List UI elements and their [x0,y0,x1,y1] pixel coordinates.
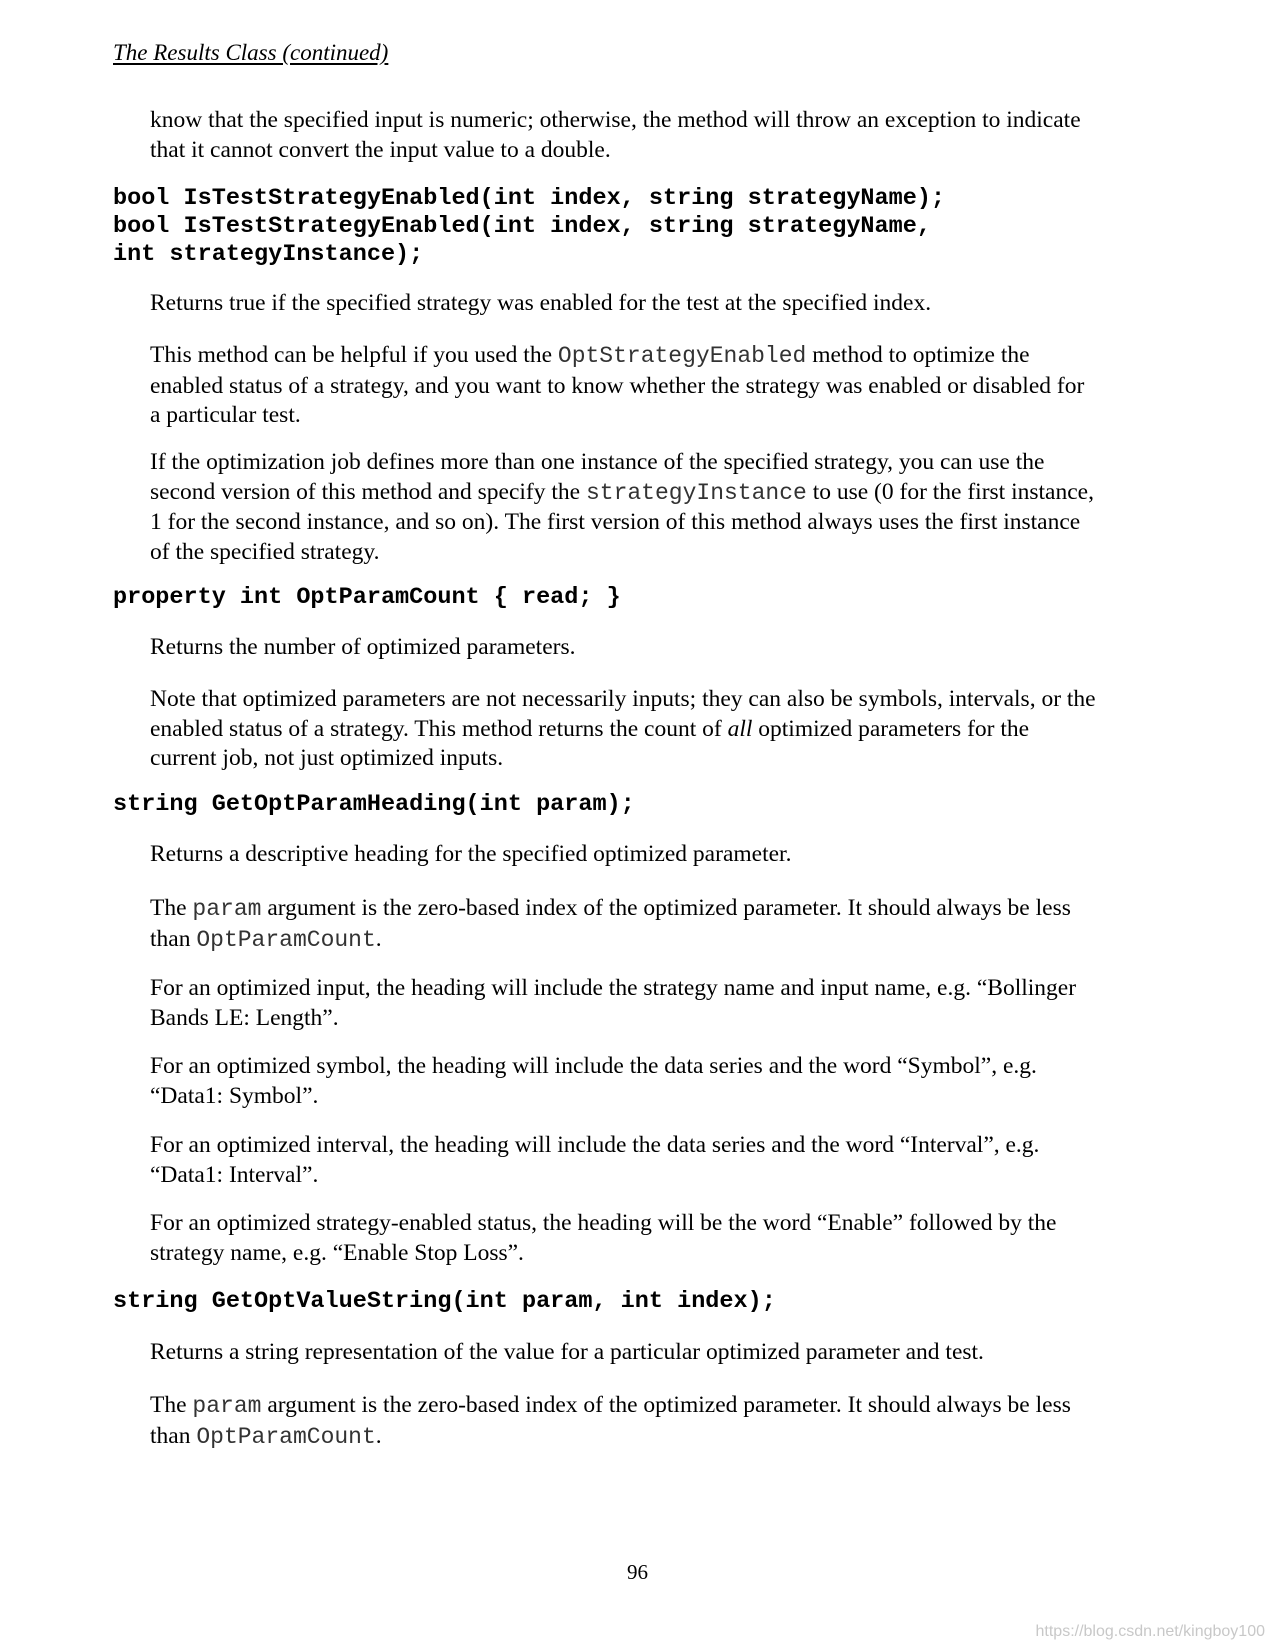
text-line: 1 for the second instance, and so on). The first version of this method always uses the first instance [150,509,1081,535]
signature-line: string GetOptValueString(int param, int index); [113,1288,776,1315]
description-paragraph [150,341,1170,431]
description-paragraph [150,633,1170,663]
signature-line: bool IsTestStrategyEnabled(int index, string strategyName, [113,213,931,240]
inline-code: strategyInstance [585,479,807,506]
text-line: For an optimized input, the heading will include the strategy name and input name, e.g. “Bollinger [150,975,1077,1001]
method-signature [113,791,635,819]
text-line: For an optimized interval, the heading will include the data series and the word “Interval”, e.g. [150,1132,1040,1158]
inline-code: param [192,896,262,922]
text-line: know that the specified input is numeric; otherwise, the method will throw an exception to indicate [150,107,1081,133]
inline-code: OptStrategyEnabled [557,343,807,369]
page-number: 96 [627,1560,648,1584]
description-paragraph [150,685,1170,774]
text-line: Returns the number of optimized parameters. [150,634,576,660]
inline-code: OptParamCount [196,1423,376,1450]
text-line: Returns true if the specified strategy was enabled for the test at the specified index. [150,290,932,316]
description-paragraph [150,1391,1170,1452]
text-line: “Data1: Interval”. [150,1161,319,1188]
text-line: Returns a string representation of the value for a particular optimized parameter and test. [150,1339,984,1365]
inline-code: OptParamCount [196,926,376,953]
text-line: strategy name, e.g. “Enable Stop Loss”. [150,1239,524,1266]
description-paragraph [150,1131,1170,1190]
text-line: If the optimization job defines more than one instance of the specified strategy, you can use the [150,449,1045,475]
text-line: of the specified strategy. [150,538,380,565]
description-paragraph [150,974,1170,1033]
text-line: Returns a descriptive heading for the specified optimized parameter. [150,841,792,867]
method-signature [113,185,945,269]
text-line: The param argument is the zero-based index of the optimized parameter. It should always be less [150,895,1071,922]
text-line: a particular test. [150,402,301,428]
text-line: This method can be helpful if you used the OptStrategyEnabled method to optimize the [150,342,1030,369]
signature-line: string GetOptParamHeading(int param); [113,791,635,818]
description-paragraph [150,840,1170,870]
description-paragraph [150,289,1170,319]
text-line: than OptParamCount. [150,925,382,953]
description-paragraph [150,1338,1170,1368]
emphasis: all [727,715,753,742]
description-paragraph [150,1052,1170,1111]
intro-paragraph [150,106,1170,165]
text-line: that it cannot convert the input value to a double. [150,136,611,163]
method-signature [113,1288,776,1316]
text-line: Note that optimized parameters are not necessarily inputs; they can also be symbols, intervals, or the [150,686,1096,712]
inline-code: param [192,1393,262,1419]
property-signature [113,584,621,612]
text-line: “Data1: Symbol”. [150,1082,319,1109]
text-line: For an optimized strategy-enabled status, the heading will be the word “Enable” followed by the [150,1210,1057,1236]
text-line: For an optimized symbol, the heading will include the data series and the word “Symbol”, e.g. [150,1053,1037,1079]
text-line: The param argument is the zero-based index of the optimized parameter. It should always be less [150,1392,1071,1419]
text-line: current job, not just optimized inputs. [150,745,504,771]
description-paragraph [150,1209,1170,1268]
text-line: second version of this method and specify the strategyInstance to use (0 for the first instance, [150,478,1094,506]
text-line: enabled status of a strategy, and you want to know whether the strategy was enabled or disabled for [150,372,1085,399]
signature-line: int strategyInstance); [113,241,424,268]
text-line: than OptParamCount. [150,1422,382,1450]
signature-line: property int OptParamCount { read; } [113,584,621,611]
description-paragraph [150,894,1170,955]
watermark: https://blog.csdn.net/kingboy100 [1035,1623,1265,1640]
page-header: The Results Class (continued) [113,40,389,65]
text-line: enabled status of a strategy. This method returns the count of all optimized parameters for the [150,715,1030,742]
description-paragraph [150,448,1170,567]
signature-line: bool IsTestStrategyEnabled(int index, string strategyName); [113,185,946,212]
text-line: Bands LE: Length”. [150,1004,339,1031]
